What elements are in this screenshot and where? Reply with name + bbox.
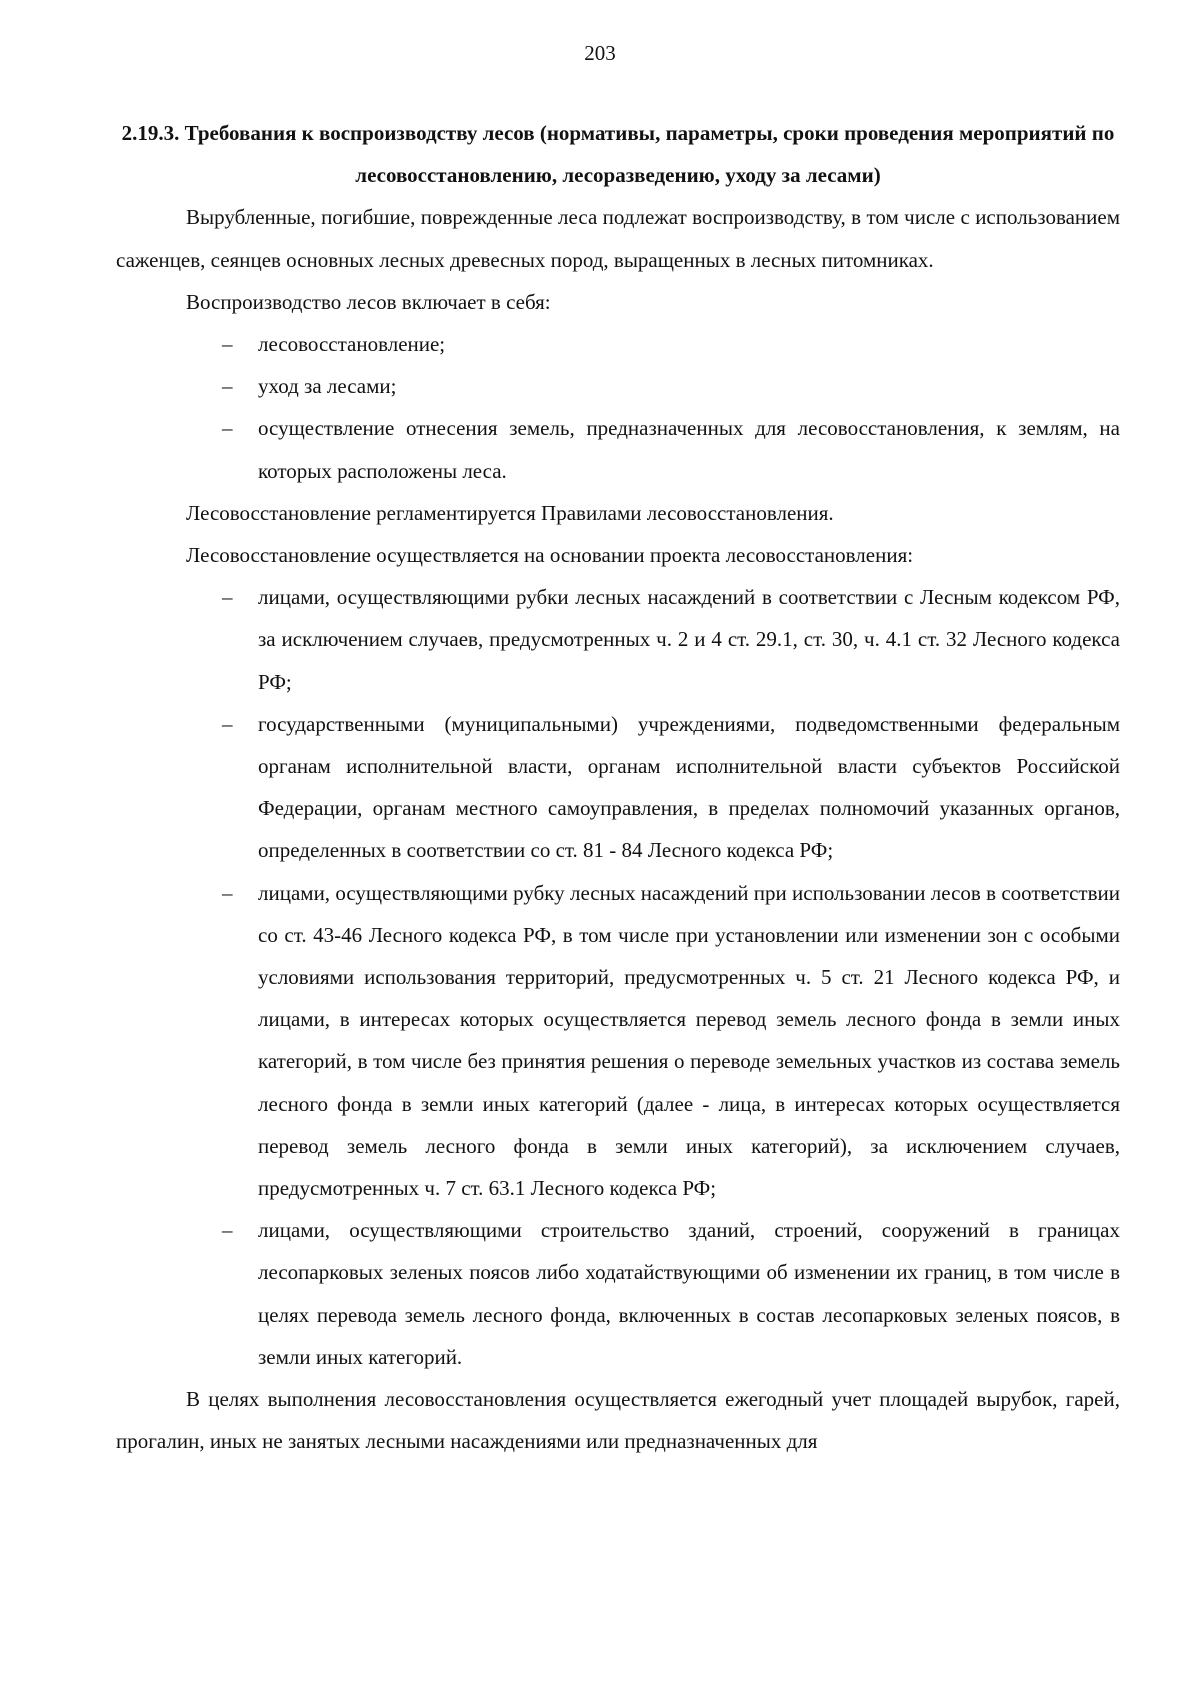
document-body <box>116 112 1120 1463</box>
dash-bullet: – <box>222 585 233 610</box>
paragraph-annual-accounting: В целях выполнения лесовосстановления осуществляется ежегодный учет площадей вырубок, гарей, прогалин, иных не занятых лесными насаждениями или предназначенных для <box>116 1387 1120 1454</box>
page-number: 203 <box>584 41 616 65</box>
paragraph-reproduction-intro: Вырубленные, погибшие, поврежденные леса подлежат воспроизводству, в том числе с использованием саженцев, сеянцев основных лесных древесных пород, выращенных в лесных питомниках. <box>116 205 1120 272</box>
dash-bullet: – <box>222 711 233 736</box>
list-item <box>116 576 1120 703</box>
dash-bullet: – <box>222 416 233 441</box>
list-item-text: лесовосстановление; <box>258 332 446 357</box>
list-item-text: государственными (муниципальными) учреждениями, подведомственными федеральным органам исполнительной власти, органам исполнительной власти субъектов Российской Федерации, органам местного самоуправления, в пределах полномочий указанных органов, определенных в соответствии со ст. 81 - 84 Лесного кодекса РФ; <box>258 711 1120 863</box>
dash-bullet: – <box>222 332 233 357</box>
section-heading: 2.19.3. Требования к воспроизводству лесов (нормативы, параметры, сроки проведения мероприятий по лесовосстановлению, лесоразведению, уходу за лесами) <box>121 121 1115 188</box>
list-item <box>116 407 1120 491</box>
paragraph-project-basis: Лесовосстановление осуществляется на основании проекта лесовосстановления: <box>186 543 914 568</box>
paragraph-regulation: Лесовосстановление регламентируется Правилами лесовосстановления. <box>186 500 834 525</box>
list-item-text: осуществление отнесения земель, предназначенных для лесовосстановления, к землям, на которых расположены леса. <box>258 416 1120 483</box>
list-item <box>116 365 1120 407</box>
list-item <box>116 703 1120 872</box>
dash-bullet: – <box>222 1218 233 1243</box>
reproduction-list <box>116 323 1120 492</box>
responsible-parties-list <box>116 576 1120 1378</box>
list-item <box>116 323 1120 365</box>
list-item <box>116 872 1120 1210</box>
list-item-text: лицами, осуществляющими рубки лесных насаждений в соответствии с Лесным кодексом РФ, за исключением случаев, предусмотренных ч. 2 и 4 ст. 29.1, ст. 30, ч. 4.1 ст. 32 Лесного кодекса РФ; <box>258 585 1120 694</box>
list-item <box>116 1209 1120 1378</box>
dash-bullet: – <box>222 880 233 905</box>
list-item-text: уход за лесами; <box>258 374 397 399</box>
list-item-text: лицами, осуществляющими рубку лесных насаждений при использовании лесов в соответствии со ст. 43-46 Лесного кодекса РФ, в том числе при установлении или изменении зон с особыми условиями использования территорий, предусмотренных ч. 5 ст. 21 Лесного кодекса РФ, и лицами, в интересах которых осуществляется перевод земель лесного фонда в земли иных категорий, в том числе без принятия решения о переводе земельных участков из состава земель лесного фонда в земли иных категорий (далее - лица, в интересах которых осуществляется перевод земель лесного фонда в земли иных категорий), за исключением случаев, предусмотренных ч. 7 ст. 63.1 Лесного кодекса РФ; <box>258 880 1120 1201</box>
dash-bullet: – <box>222 374 233 399</box>
paragraph-reproduction-includes: Воспроизводство лесов включает в себя: <box>186 289 551 314</box>
list-item-text: лицами, осуществляющими строительство зданий, строений, сооружений в границах лесопарковых зеленых поясов либо ходатайствующими об изменении их границ, в том числе в целях перевода земель лесного фонда, включенных в состав лесопарковых зеленых поясов, в земли иных категорий. <box>258 1218 1120 1369</box>
